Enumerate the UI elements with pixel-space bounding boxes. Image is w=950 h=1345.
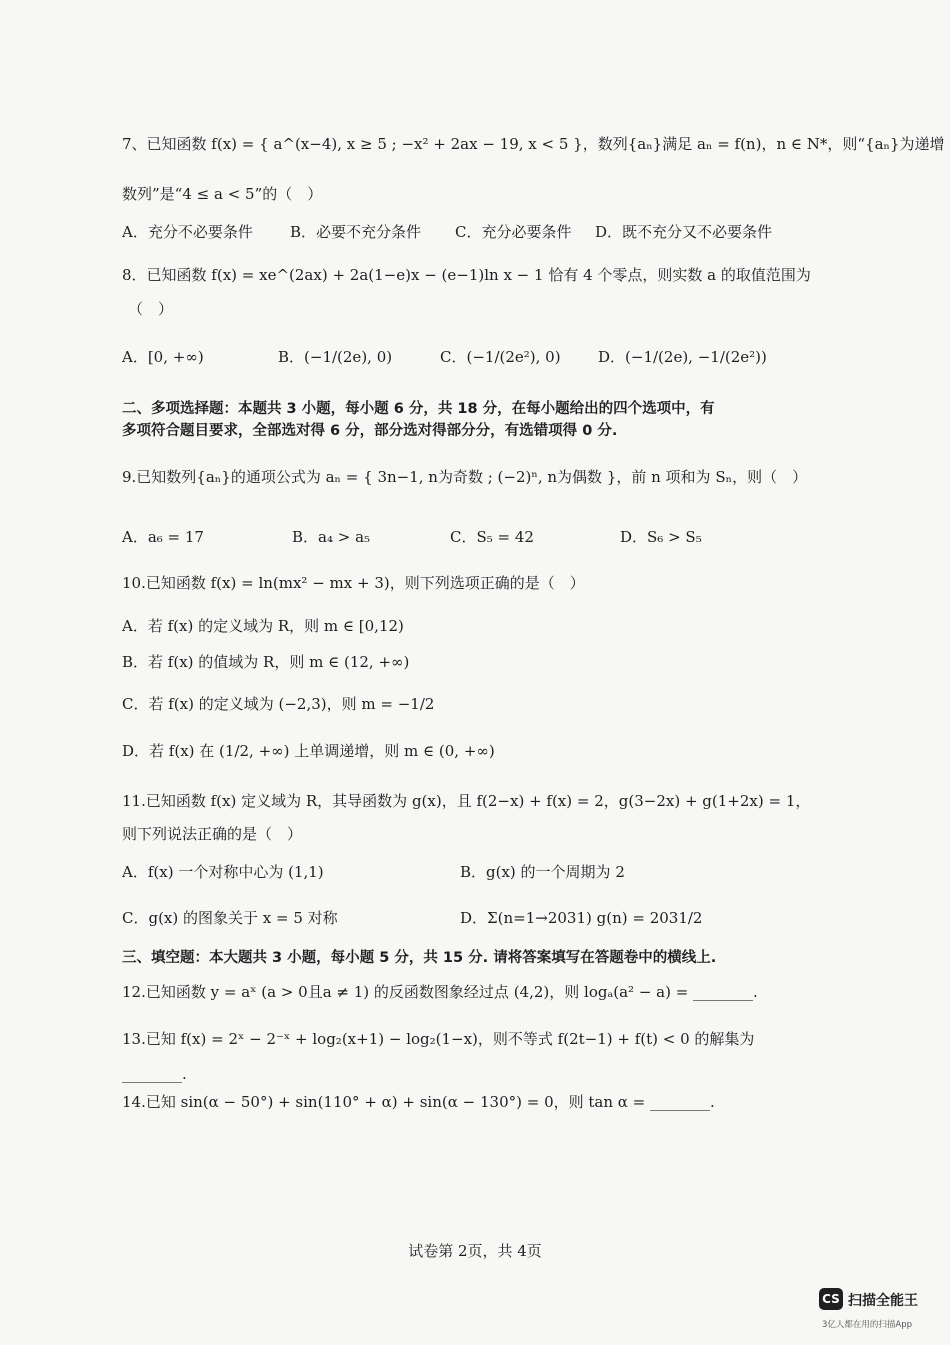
q7-option-b: B．必要不充分条件	[290, 223, 422, 241]
q11-option-d: D．Σ(n=1→2031) g(n) = 2031/2	[460, 909, 703, 927]
q13-stem-line2: ________.	[122, 1065, 187, 1083]
q7-stem-line1: 7、已知函数 f(x) = { a^(x−4), x ≥ 5 ; −x² + 2ax − 19, x < 5 }，数列{aₙ}满足 aₙ = f(n)，n ∈ N*，则“{aₙ}为递增	[122, 135, 945, 153]
q7-option-d: D．既不充分又不必要条件	[595, 223, 773, 241]
q11-stem-line1: 11.已知函数 f(x) 定义域为 R，其导函数为 g(x)，且 f(2−x) + f(x) = 2，g(3−2x) + g(1+2x) = 1，	[122, 792, 811, 810]
q9-stem: 9.已知数列{aₙ}的通项公式为 aₙ = { 3n−1, n为奇数 ; (−2)ⁿ, n为偶数 }，前 n 项和为 Sₙ，则（ ）	[122, 468, 808, 486]
q10-option-b: B．若 f(x) 的值域为 R，则 m ∈ (12, +∞)	[122, 653, 410, 671]
q8-stem-line1: 8．已知函数 f(x) = xe^(2ax) + 2a(1−e)x − (e−1)ln x − 1 恰有 4 个零点，则实数 a 的取值范围为	[122, 266, 811, 284]
q9-option-d: D．S₆ > S₅	[620, 528, 702, 546]
page-footer: 试卷第 2页，共 4页	[408, 1242, 542, 1260]
q10-stem: 10.已知函数 f(x) = ln(mx² − mx + 3)，则下列选项正确的是（ ）	[122, 574, 585, 592]
q10-option-a: A．若 f(x) 的定义域为 R，则 m ∈ [0,12)	[122, 617, 404, 635]
q8-option-c: C．(−1/(2e²), 0)	[440, 348, 561, 366]
q13-stem-line1: 13.已知 f(x) = 2ˣ − 2⁻ˣ + log₂(x+1) − log₂(1−x)，则不等式 f(2t−1) + f(t) < 0 的解集为	[122, 1030, 755, 1048]
q7-option-a: A．充分不必要条件	[122, 223, 253, 241]
q10-option-d: D．若 f(x) 在 (1/2, +∞) 上单调递增，则 m ∈ (0, +∞)	[122, 742, 495, 760]
q9-option-b: B．a₄ > a₅	[292, 528, 371, 546]
q11-option-b: B．g(x) 的一个周期为 2	[460, 863, 625, 881]
camscanner-name: 扫描全能王	[848, 1293, 918, 1309]
q8-stem-line2: （ ）	[128, 300, 174, 318]
q12-stem: 12.已知函数 y = aˣ (a > 0且a ≠ 1) 的反函数图象经过点 (4,2)，则 logₐ(a² − a) = ________.	[122, 983, 758, 1001]
q11-option-a: A．f(x) 一个对称中心为 (1,1)	[122, 863, 324, 881]
q11-option-c: C．g(x) 的图象关于 x = 5 对称	[122, 909, 338, 927]
section3-heading: 三、填空题：本大题共 3 小题，每小题 5 分，共 15 分. 请将答案填写在答题卷中的横线上.	[122, 950, 717, 966]
q10-option-c: C．若 f(x) 的定义域为 (−2,3)，则 m = −1/2	[122, 695, 435, 713]
camscanner-logo-icon: CS	[819, 1288, 843, 1310]
q11-stem-line2: 则下列说法正确的是（ ）	[122, 825, 303, 843]
q7-stem-line2: 数列”是“4 ≤ a < 5”的（ ）	[122, 185, 323, 203]
q9-option-a: A．a₆ = 17	[122, 528, 204, 546]
q8-option-b: B．(−1/(2e), 0)	[278, 348, 393, 366]
camscanner-tagline: 3亿人都在用的扫描App	[822, 1320, 913, 1330]
q14-stem: 14.已知 sin(α − 50°) + sin(110° + α) + sin(α − 130°) = 0，则 tan α = ________.	[122, 1093, 715, 1111]
q8-option-a: A．[0, +∞)	[122, 348, 204, 366]
q7-option-c: C．充分必要条件	[455, 223, 572, 241]
q9-option-c: C．S₅ = 42	[450, 528, 534, 546]
section2-heading-line2: 多项符合题目要求，全部选对得 6 分，部分选对得部分分，有选错项得 0 分.	[122, 423, 618, 439]
q8-option-d: D．(−1/(2e), −1/(2e²))	[598, 348, 767, 366]
section2-heading-line1: 二、多项选择题：本题共 3 小题，每小题 6 分，共 18 分，在每小题给出的四个选项中，有	[122, 401, 715, 417]
